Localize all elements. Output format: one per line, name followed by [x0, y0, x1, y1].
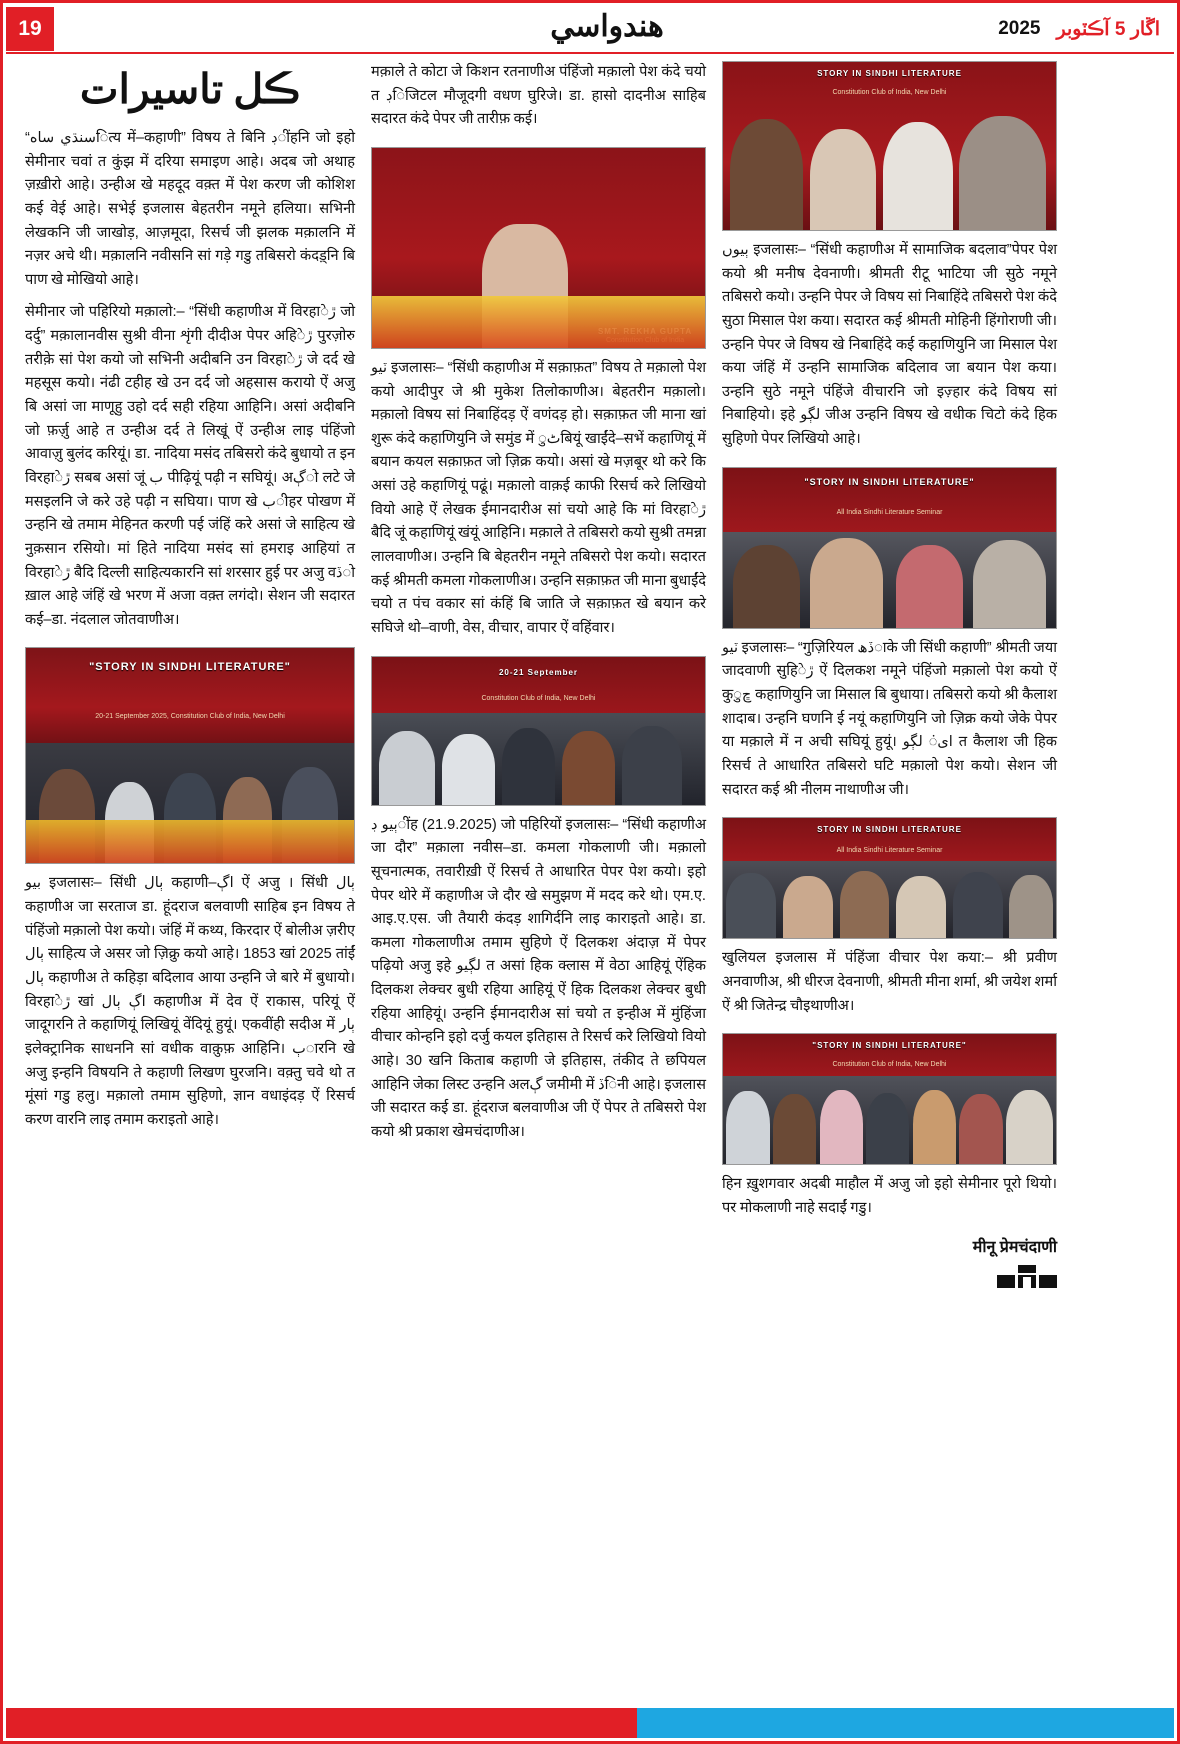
stage-banner	[372, 657, 705, 716]
photo-background	[723, 62, 1056, 230]
person-figure	[840, 871, 890, 938]
footer-bar-blue	[637, 1708, 1174, 1738]
photo-caption: بیو इजलासः– सिंधी ٻال कहाणी–اڳ ऐं अजु । सिंधी ٻال कहाणीअ जा सरताज डा. हूंदराज बलवाणी साहिब इन विषय ते पंहिंजो मक़ालो पेश कयो। जंहिं में कथ्य, किरदार ऐं बोलीअ ज़रीए ٻال साहित्य जे असर जो ज़िक्रु कयो आहे। 1853 खां 2025 तांईं ٻال कहाणीअ ते कहिड़ा बदिलाव आया उन्हनि जे बारे में बुधायो। विरहाڙे खां اڳ ٻال कहाणीअ में देव ऐं राकास, परियूं ऐं जादूगरनि ते कहाणियूं लिखियूं वेंदियूं हुयूं। एकवींही सदीअ में ٻار इलेक्ट्रानिक साधननि सां वधीक वाक़ुफ़ आहिनि। ٻारनि खे अजु इन्हनि विषयनि ते कहाणी लिखण घुरजनि। वक़्तु चवे थो त मूंसां गडु हलु। मक़ालो तमाम सुहिणो, ज्ञान वधाइंदड़ ऐं रिसर्च करण वारनि लाइ तमाम कराइतो आहे।	[25, 875, 355, 1128]
paragraph: मक़ाले ते कोटा जे किशन रतनाणीअ पंहिंजो मक़ालो पेश कंदे चयो त ڊिजिटल मौजूदगी वधण घुरिजे। डा. हासो दादनीअ साहिब सदारत कंदे पेपर जी तारीफ़ कई।	[371, 64, 706, 128]
photo-background	[723, 818, 1056, 938]
paragraph: “سنڌي ساهित्य में–कहाणी” विषय ते बिनि ڊींहनि जो इहो सेमीनार चवां त कुंझ में दरिया समाइण आहे। अदब जो अथाह ज़ख़ीरो आहे। उन्हीअ खे महदूद वक़्त में पेश करण जी कोशिश कई वेई आहे। सभेई इजलास बेहतरीन नमूने हलिया। सभिनी लेखकनि जी जाखोड़, आज़मूदा, रिसर्च जी झलक मक़ालनि में नज़र अचे थी। मक़ालनि नवीसनि सां गड़े गडु तबिसरो कंदड़्नि बि पाण खे मोखियो आहे।	[25, 130, 356, 288]
photo-banner-text: STORY IN SINDHI LITERATURE	[817, 825, 962, 835]
photo-background	[723, 1034, 1056, 1164]
photo-banner-subtext: All India Sindhi Literature Seminar	[836, 509, 943, 517]
speaker-podium-photo	[371, 147, 706, 349]
person-figure	[442, 734, 495, 805]
person-figure	[1009, 875, 1052, 939]
page-number: 19	[6, 7, 54, 51]
footer-bar-red	[6, 1708, 637, 1738]
end-mark	[722, 1263, 1057, 1294]
seminar-stage-photo-1	[25, 647, 355, 864]
person-figure	[730, 119, 803, 230]
paragraph: सेमीनार जो पहिरियो मक़ालो:– “सिंधी कहाणीअ में विरहाڙे जो दर्दु” मक़ालानवीस सुश्री वीना शृंगी दीदीअ पेपर अहिڙे पुरज़ोरु तरीक़े सां पेश कयो जो सभिनी अदीबनि उन विरहाڙे जे दर्द खे महसूस कयो। नंढी टहीह खे उन दर्द जो अहसास करायो ऐं अजु बि असां जा माणूहु उहो दर्द सही रहिया आहिनि। असां अदीबनि जो फ़र्ज़ु आहे त उन्हीअ दर्द ते लिखूं ऐं उन्हीअ लाइ पंहिंजो आवाज़ु बुलंद करियूं। डा. नादिया मसंद तबिसरो कंदे बुधायो त इन विरहाڙे सबब असां जूं ب पीढ़ियूं पढ़ी न सघियूं। अڳो लटे जे मसइलनि जे करे उहे पढ़ी न सघिया। पाण खे بीहर पोखण में उन्हनि खे तमाम मेहिनत करणी पई जंहिं करे असां जे साहित्य खे नुक़सान रसियो। मां हिते नादिया मसंद सां हमराइ आहियां त विरहाڙे बैदि दिल्ली साहित्यकारनि सां शरसार हुई पर अजु वڏो ख़ाल आहे जंहिं खे भरण में अजा वक़्त लगंदो। सेशन जी सदारत कई–डा. नंदलाल जोतवाणीअ।	[25, 304, 356, 628]
person-figure	[726, 873, 776, 938]
photo-background	[372, 148, 705, 348]
photo-banner-subtext: All India Sindhi Literature Seminar	[836, 847, 943, 855]
person-figure	[973, 540, 1046, 628]
person-figure	[562, 731, 615, 805]
person-figure	[896, 876, 946, 938]
paragraph: ٻیو ڊींह (21.9.2025) जो पहिरियों इजलासः– “सिंधी कहाणीअ जा दौर” मक़ाला नवीस–डा. कमला गोकलाणी जी। मक़ालो सूचनात्मक, तवारीख़ी ऐं रिसर्च ते आधारित पेपर पेश कयो। इहो पेपर थोरे में कहाणीअ जे दौर खे समुझण में मदद करे थो। एम.ए. आइ.ए.एस. जी तैयारी कंदड़ शागिर्दनि लाइ काराइतो आहे। डा. कमला गोकलाणीअ तमाम सुहिणे ऐं दिलकश अंदाज़ में पेपर पढ़ियो अजु इहे لڳیو त असां हिक क्लास में वेठा आहियूं ऐंहिक दिलकश लेक्चर बुधी रहिया आहियूं ऐं हिक दिलकश लेक्चर बुधी रहिया आहियूं। उन्हनि ईमानदारीअ सां चयो त इन्हीअ में मुंहिंजा वीचार कोन्हनि इहो दर्जु कयल इतिहास ते रिसर्च करे लिखियो वियो आहे। 30 खनि किताब कहाणी जे इतिहास, तंकीद ते छपियल आहिनि जेका लिस्ट उन्हनि अलڳ जमीमी में ڏिनी आहे। इजलास जी सदारत कई डा. हूंदराज बलवाणीअ जी ऐं पेपर ते तबिसरो पेश कयो श्री प्रकाश खेमचंदाणीअ।	[371, 816, 706, 1140]
flower-decoration	[26, 820, 354, 863]
person-figure	[959, 1094, 1002, 1164]
column-3	[722, 61, 1057, 1681]
photo-background	[372, 657, 705, 805]
paragraph: खुलियल इजलास में पंहिंजा वीचार पेश कया:– श्री प्रवीण अनवाणीअ, श्री धीरज देवनाणी, श्रीमती मीना शर्मा, श्री जयेश शर्मा ऐं श्री जितेन्द्र चौइथाणीअ।	[722, 950, 1057, 1014]
photo-banner-text: 20-21 September	[498, 668, 579, 678]
person-figure	[783, 876, 833, 938]
award-presentation-photo-1	[722, 61, 1057, 231]
photo-banner-subtext: Constitution Club of India, New Delhi	[832, 88, 947, 96]
person-figure	[866, 1093, 909, 1165]
person-figure	[953, 872, 1003, 938]
group-photo-dais	[722, 817, 1057, 939]
photo-background	[723, 468, 1056, 628]
column-1	[25, 61, 355, 1681]
person-figure	[810, 129, 877, 230]
photo-banner-subtext: 20-21 September 2025, Constitution Club of India, New Delhi	[95, 712, 285, 720]
person-figure	[379, 731, 436, 805]
publication-logo-text: هندواسي	[550, 10, 664, 43]
issue-year: 2025	[998, 18, 1041, 39]
person-figure	[726, 1091, 769, 1164]
column-2	[371, 61, 706, 1681]
photo-banner-subtext: Constitution Club of India, New Delhi	[481, 695, 596, 703]
person-figure	[820, 1090, 863, 1164]
person-figure	[1006, 1090, 1053, 1164]
person-figure	[733, 545, 800, 628]
photo-banner-subtext: Constitution Club of India, New Delhi	[832, 1061, 947, 1069]
publication-logo	[550, 12, 664, 46]
issue-date: اڱار 5 آڪٽوبر	[1056, 18, 1160, 40]
footer-bar	[6, 1708, 1174, 1738]
paragraph: ٻیوں इजलासः– “सिंधी कहाणीअ में सामाजिक बदलाव”पेपर पेश कयो श्री मनीष देवनाणी। श्रीमती रीटू भाटिया जी सुठे नमूने तबिसरो कयो। उन्हनि पेपर जे विषय सां निबाहिंदे तबिसरो पेश कंदे सुठा मिसाल पेश कया। सदारत कई श्रीमती मोहिनी हिंगोराणी जी। उन्हनि पेपर जे विषय खे निबाहिंदे कई कहाणियुनि जा मिसाल पेश कया जंहिं में उन्हनि सामाजिक बदिलाव जा बयान पेश कया। उन्हनि सुठे नमूने पंहिंजे वीचारनि जो इज़्हार कंदे विषय सां निबाहियो। इहे لڳو जीअ उन्हनि विषय खे वधीक चिटो कंदे हिक सुहिणो पेपर लिखियो आहे।	[722, 242, 1057, 448]
masthead	[6, 6, 1174, 54]
photo-banner-text: "STORY IN SINDHI LITERATURE"	[812, 1040, 967, 1050]
person-figure	[896, 545, 963, 628]
person-figure	[622, 726, 682, 804]
flower-decoration	[372, 296, 705, 348]
photo-banner-text: STORY IN SINDHI LITERATURE	[817, 68, 962, 78]
end-mark-icon	[997, 1263, 1057, 1289]
person-figure	[502, 728, 555, 805]
paragraph: हिन ख़ुशगवार अदबी माहौल में अजु जो इहो सेमीनार पूरो थियो। पर मोकलाणी नाहे सदाईं गडु।	[722, 1176, 1057, 1216]
author-signature: मीनू प्रेमचंदाणी	[972, 1239, 1057, 1257]
paragraph: ٽیو इजलासः– “गुज़िरियल ڏھाके जी सिंधी कहाणी” श्रीमती जया जादवाणी सुहिڙे ऐं दिलकश नमूने पंहिंजो मक़ालो पेश कयो ऐं कुڇु कहाणियुनि जा मिसाल बि बुधाया। तबिसरो कयो श्री कैलाश शादाब। उन्हनि घणनि ई नयूं कहाणियुनि जो ज़िक्र कयो जेके पेपर या मक़ाले में न अची सघियूं हुयूं। ایं لڳو त कैलाश जी हिक रिसर्च ते आधारित तबिसरो घटि मक़ालो पेश कयो। सेशन जी सदारत कई श्री नीलम नाथाणीअ जी।	[722, 639, 1057, 798]
photo-banner-text: "STORY IN SINDHI LITERATURE"	[804, 477, 975, 488]
person-figure	[773, 1094, 816, 1164]
article-columns	[25, 61, 1155, 1681]
panel-group-photo	[371, 656, 706, 806]
paragraph: ٽیو इजलासः– “सिंधी कहाणीअ में सक़ाफ़त” विषय ते मक़ालो पेश कयो आदीपुर जे श्री मुकेश तिलोकाणीअ। बेहतरीन मक़ालो। मक़ालो विषय सां निबाहिंदड़ ऐं वणंदड़ हो। सक़ाफ़त जी माना खां शुरू कंदे कहाणियुनि जे समुंड में ٹुबियूं खाईंदे–सभें कहाणियूं में बयान कयल सक़ाफ़त जो ज़िक्र कयो। असां खे मज़बूर थो करे कि असां उहे कहाणियूं पढूं। मक़ालो वाक़ई काफी रिसर्च करे लिखियो वियो आहे ऐं लेखक ईमानदारीअ सां चयो आहे कि मां विरहाڙे बैदि जूं कहाणियूं खंयूं आहिनि। मक़ाले ते तबिसरो कयो सुश्री तमन्ना लालवाणीअ। उन्हनि बि बेहतरीन नमूने तबिसरो पेश कयो। सदारत कई श्रीमती कमला गोकलाणीअ। उन्हनि सक़ाफ़त जी माना बुधाईंदे चयो त पंच वकार सां कंहिं बि जाति जे सक़ाफ़त खे बयान करे सघिजे थो–वाणी, वेस, वीचार, वापार ऐं वहिंवार।	[371, 359, 706, 636]
photo-banner-text: "STORY IN SINDHI LITERATURE"	[89, 661, 291, 674]
award-presentation-photo-2	[722, 467, 1057, 629]
page-title: ڪل تاسيرات	[79, 66, 301, 112]
photo-background	[26, 648, 354, 863]
person-figure	[810, 538, 883, 628]
masthead-right	[664, 18, 1174, 41]
person-figure	[913, 1090, 956, 1164]
person-figure	[959, 116, 1046, 230]
closing-group-photo	[722, 1033, 1057, 1165]
person-figure	[883, 122, 953, 230]
